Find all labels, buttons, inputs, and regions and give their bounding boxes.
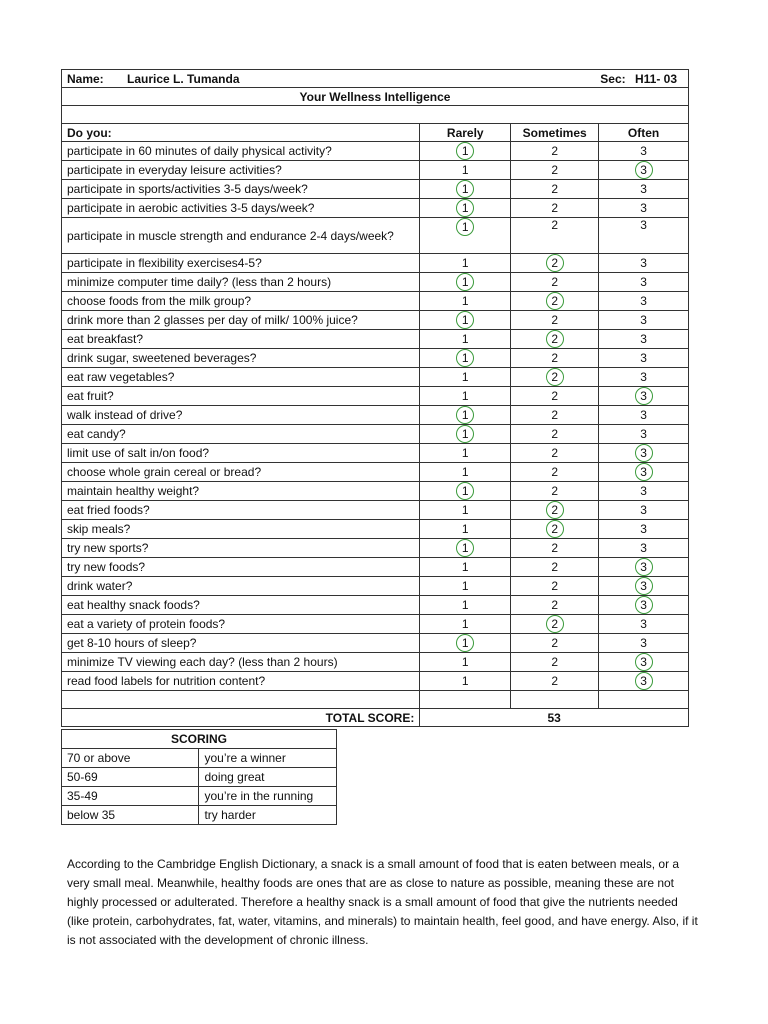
section-label: Sec: <box>600 71 626 86</box>
often-option-cell <box>599 292 689 311</box>
rarely-option-value: 1 <box>461 389 469 403</box>
rarely-option-selected: 1 <box>456 349 474 367</box>
sometimes-option-value: 2 <box>551 389 558 403</box>
survey-question: participate in flexibility exercises4-5? <box>62 254 420 273</box>
often-option-value: 3 <box>640 182 647 196</box>
rarely-option-cell <box>420 254 511 273</box>
rarely-option-cell <box>420 218 511 254</box>
name-field <box>67 72 240 86</box>
rarely-option-selected: 1 <box>456 142 474 160</box>
rarely-option-value: 1 <box>461 446 469 460</box>
sometimes-option-value: 2 <box>551 541 558 555</box>
rarely-option-value: 1 <box>461 465 469 479</box>
sometimes-option-cell <box>511 199 599 218</box>
survey-row <box>62 218 689 254</box>
often-option-cell <box>599 672 689 691</box>
rarely-option-value: 1 <box>461 617 469 631</box>
sometimes-option-cell <box>511 463 599 482</box>
rarely-option-value: 1 <box>461 522 469 536</box>
often-option-selected: 3 <box>635 387 653 405</box>
survey-row <box>62 425 689 444</box>
often-option-cell <box>599 558 689 577</box>
rarely-option-cell <box>420 425 511 444</box>
often-option-cell <box>599 406 689 425</box>
survey-question: drink more than 2 glasses per day of milk/ 100% juice? <box>62 311 420 330</box>
sometimes-option-value: 2 <box>551 427 558 441</box>
spacer-row <box>62 106 689 124</box>
survey-question: participate in muscle strength and endurance 2-4 days/week? <box>62 218 420 254</box>
rarely-option-cell <box>420 634 511 653</box>
rarely-option-cell <box>420 349 511 368</box>
often-option-cell <box>599 199 689 218</box>
rarely-option-cell <box>420 273 511 292</box>
often-option-value: 3 <box>640 503 647 517</box>
sometimes-option-value: 2 <box>551 655 558 669</box>
survey-question: try new foods? <box>62 558 420 577</box>
sometimes-option-value: 2 <box>551 598 558 612</box>
survey-question: eat breakfast? <box>62 330 420 349</box>
sometimes-option-cell <box>511 311 599 330</box>
rarely-option-cell <box>420 330 511 349</box>
often-option-cell <box>599 161 689 180</box>
sometimes-option-selected: 2 <box>546 330 564 348</box>
sometimes-option-cell <box>511 425 599 444</box>
often-option-cell <box>599 653 689 672</box>
rarely-option-value: 1 <box>461 674 469 688</box>
scoring-range: 35-49 <box>62 787 199 806</box>
often-option-cell <box>599 142 689 161</box>
often-option-value: 3 <box>640 351 647 365</box>
often-option-cell <box>599 520 689 539</box>
survey-question: read food labels for nutrition content? <box>62 672 420 691</box>
sometimes-option-value: 2 <box>551 674 558 688</box>
sometimes-option-selected: 2 <box>546 292 564 310</box>
rarely-option-cell <box>420 387 511 406</box>
survey-row <box>62 501 689 520</box>
sometimes-option-value: 2 <box>551 218 558 232</box>
rarely-option-value: 1 <box>461 579 469 593</box>
rarely-option-value: 1 <box>461 655 469 669</box>
often-option-cell <box>599 330 689 349</box>
sometimes-option-value: 2 <box>551 163 558 177</box>
survey-question: participate in everyday leisure activities? <box>62 161 420 180</box>
survey-row <box>62 444 689 463</box>
rarely-option-selected: 1 <box>456 199 474 217</box>
sometimes-option-cell <box>511 615 599 634</box>
rarely-option-cell <box>420 520 511 539</box>
total-row <box>62 709 689 727</box>
often-option-cell <box>599 368 689 387</box>
survey-question: participate in aerobic activities 3-5 days/week? <box>62 199 420 218</box>
wellness-table <box>61 69 689 727</box>
often-option-cell <box>599 254 689 273</box>
often-option-value: 3 <box>640 313 647 327</box>
rarely-option-selected: 1 <box>456 406 474 424</box>
survey-row <box>62 273 689 292</box>
sometimes-option-cell <box>511 142 599 161</box>
snack-definition-paragraph: According to the Cambridge English Dictionary, a snack is a small amount of food that is eaten between meals, or a very small meal. Meanwhile, healthy foods are ones that are as close to nature as possible, meaning these are not highly processed or adulterated. Therefore a healthy snack is a small amount of food that give the nutrients needed (like protein, carbohydrates, fat, water, vitamins, and minerals) to maintain health, feel good, and have energy. Also, if it is not associated with the development of chronic illness. <box>67 857 698 947</box>
sometimes-option-cell <box>511 349 599 368</box>
often-option-cell <box>599 577 689 596</box>
sometimes-option-selected: 2 <box>546 520 564 538</box>
scoring-header-row <box>62 730 337 749</box>
survey-question: eat fried foods? <box>62 501 420 520</box>
survey-row <box>62 653 689 672</box>
rarely-option-cell <box>420 653 511 672</box>
scoring-row <box>62 768 337 787</box>
survey-question: maintain healthy weight? <box>62 482 420 501</box>
scoring-range: 70 or above <box>62 749 199 768</box>
often-option-value: 3 <box>640 427 647 441</box>
rarely-option-cell <box>420 501 511 520</box>
section-field <box>600 72 677 86</box>
name-label: Name: <box>67 71 104 86</box>
survey-question: limit use of salt in/on food? <box>62 444 420 463</box>
often-option-selected: 3 <box>635 463 653 481</box>
sometimes-option-value: 2 <box>551 446 558 460</box>
survey-question: eat healthy snack foods? <box>62 596 420 615</box>
scoring-row <box>62 787 337 806</box>
often-option-cell <box>599 273 689 292</box>
rarely-option-selected: 1 <box>456 634 474 652</box>
survey-question: try new sports? <box>62 539 420 558</box>
survey-question: walk instead of drive? <box>62 406 420 425</box>
sometimes-option-selected: 2 <box>546 615 564 633</box>
often-option-cell <box>599 615 689 634</box>
sometimes-option-cell <box>511 444 599 463</box>
survey-row <box>62 520 689 539</box>
rarely-option-cell <box>420 463 511 482</box>
survey-row <box>62 142 689 161</box>
rarely-option-cell <box>420 615 511 634</box>
often-column-header: Often <box>599 124 689 142</box>
sometimes-option-cell <box>511 577 599 596</box>
name-value: Laurice L. Tumanda <box>127 71 240 86</box>
sometimes-option-value: 2 <box>551 636 558 650</box>
sometimes-option-selected: 2 <box>546 501 564 519</box>
often-option-value: 3 <box>640 294 647 308</box>
rarely-option-value: 1 <box>461 503 469 517</box>
sometimes-option-value: 2 <box>551 182 558 196</box>
often-option-cell <box>599 539 689 558</box>
question-column-header: Do you: <box>62 124 420 142</box>
scoring-row <box>62 749 337 768</box>
sometimes-option-cell <box>511 520 599 539</box>
section-value: H11- 03 <box>634 71 677 86</box>
sometimes-option-cell <box>511 653 599 672</box>
sometimes-option-value: 2 <box>551 313 558 327</box>
often-option-value: 3 <box>640 256 647 270</box>
survey-row <box>62 558 689 577</box>
sometimes-option-value: 2 <box>551 275 558 289</box>
rarely-option-value: 1 <box>461 560 469 574</box>
survey-row <box>62 199 689 218</box>
often-option-value: 3 <box>640 617 647 631</box>
rarely-option-selected: 1 <box>456 539 474 557</box>
rarely-option-cell <box>420 577 511 596</box>
often-option-value: 3 <box>640 541 647 555</box>
sometimes-option-cell <box>511 218 599 254</box>
rarely-option-selected: 1 <box>456 311 474 329</box>
often-option-cell <box>599 501 689 520</box>
scoring-result: try harder <box>199 806 337 825</box>
survey-row <box>62 180 689 199</box>
sometimes-option-value: 2 <box>551 579 558 593</box>
scoring-range: 50-69 <box>62 768 199 787</box>
sometimes-option-cell <box>511 539 599 558</box>
often-option-value: 3 <box>640 218 647 232</box>
scoring-title: SCORING <box>62 730 337 749</box>
often-option-selected: 3 <box>635 558 653 576</box>
often-option-value: 3 <box>640 144 647 158</box>
survey-row <box>62 387 689 406</box>
sometimes-option-value: 2 <box>551 144 558 158</box>
survey-row <box>62 161 689 180</box>
rarely-option-selected: 1 <box>456 218 474 236</box>
survey-question: participate in sports/activities 3-5 days/week? <box>62 180 420 199</box>
rarely-option-value: 1 <box>461 294 469 308</box>
often-option-selected: 3 <box>635 596 653 614</box>
survey-row <box>62 596 689 615</box>
rarely-option-selected: 1 <box>456 425 474 443</box>
rarely-option-selected: 1 <box>456 482 474 500</box>
often-option-cell <box>599 180 689 199</box>
rarely-option-value: 1 <box>461 163 469 177</box>
form-title: Your Wellness Intelligence <box>62 88 689 106</box>
survey-row <box>62 482 689 501</box>
rarely-option-cell <box>420 292 511 311</box>
sometimes-option-cell <box>511 387 599 406</box>
often-option-value: 3 <box>640 201 647 215</box>
survey-question: drink water? <box>62 577 420 596</box>
sometimes-option-cell <box>511 180 599 199</box>
total-score-label: TOTAL SCORE: <box>62 709 420 727</box>
survey-row <box>62 672 689 691</box>
sometimes-option-value: 2 <box>551 201 558 215</box>
often-option-selected: 3 <box>635 577 653 595</box>
often-option-cell <box>599 349 689 368</box>
often-option-value: 3 <box>640 275 647 289</box>
rarely-option-cell <box>420 180 511 199</box>
sometimes-option-value: 2 <box>551 465 558 479</box>
sometimes-option-cell <box>511 558 599 577</box>
sometimes-option-cell <box>511 672 599 691</box>
survey-question: choose whole grain cereal or bread? <box>62 463 420 482</box>
survey-row <box>62 539 689 558</box>
rarely-column-header: Rarely <box>420 124 511 142</box>
survey-question: participate in 60 minutes of daily physical activity? <box>62 142 420 161</box>
survey-question: skip meals? <box>62 520 420 539</box>
survey-row <box>62 615 689 634</box>
title-row <box>62 88 689 106</box>
scoring-result: doing great <box>199 768 337 787</box>
rarely-option-cell <box>420 558 511 577</box>
scoring-result: you’re a winner <box>199 749 337 768</box>
rarely-option-cell <box>420 199 511 218</box>
rarely-option-cell <box>420 596 511 615</box>
sometimes-option-value: 2 <box>551 351 558 365</box>
rarely-option-cell <box>420 368 511 387</box>
survey-row <box>62 254 689 273</box>
sometimes-column-header: Sometimes <box>511 124 599 142</box>
survey-question: eat candy? <box>62 425 420 444</box>
sometimes-option-cell <box>511 596 599 615</box>
sometimes-option-cell <box>511 330 599 349</box>
survey-row <box>62 292 689 311</box>
sometimes-option-selected: 2 <box>546 254 564 272</box>
often-option-selected: 3 <box>635 672 653 690</box>
often-option-value: 3 <box>640 522 647 536</box>
rarely-option-selected: 1 <box>456 273 474 291</box>
rarely-option-value: 1 <box>461 256 469 270</box>
rarely-option-cell <box>420 482 511 501</box>
rarely-option-cell <box>420 311 511 330</box>
often-option-selected: 3 <box>635 653 653 671</box>
scoring-table <box>61 729 337 825</box>
survey-row <box>62 349 689 368</box>
rarely-option-cell <box>420 672 511 691</box>
often-option-cell <box>599 634 689 653</box>
survey-question: minimize TV viewing each day? (less than 2 hours) <box>62 653 420 672</box>
survey-question: eat raw vegetables? <box>62 368 420 387</box>
sometimes-option-cell <box>511 634 599 653</box>
rarely-option-selected: 1 <box>456 180 474 198</box>
often-option-value: 3 <box>640 370 647 384</box>
rarely-option-value: 1 <box>461 370 469 384</box>
often-option-selected: 3 <box>635 444 653 462</box>
survey-question: get 8-10 hours of sleep? <box>62 634 420 653</box>
often-option-cell <box>599 311 689 330</box>
survey-row <box>62 463 689 482</box>
sometimes-option-selected: 2 <box>546 368 564 386</box>
column-header-row <box>62 124 689 142</box>
scoring-result: you’re in the running <box>199 787 337 806</box>
sometimes-option-value: 2 <box>551 484 558 498</box>
often-option-selected: 3 <box>635 161 653 179</box>
survey-row <box>62 368 689 387</box>
often-option-cell <box>599 387 689 406</box>
survey-question: choose foods from the milk group? <box>62 292 420 311</box>
survey-question: drink sugar, sweetened beverages? <box>62 349 420 368</box>
sometimes-option-value: 2 <box>551 560 558 574</box>
often-option-value: 3 <box>640 484 647 498</box>
total-score-value: 53 <box>420 709 689 727</box>
survey-row <box>62 406 689 425</box>
sometimes-option-value: 2 <box>551 408 558 422</box>
sometimes-option-cell <box>511 273 599 292</box>
survey-row <box>62 330 689 349</box>
sometimes-option-cell <box>511 161 599 180</box>
survey-row <box>62 634 689 653</box>
rarely-option-cell <box>420 161 511 180</box>
often-option-value: 3 <box>640 332 647 346</box>
often-option-cell <box>599 425 689 444</box>
often-option-value: 3 <box>640 408 647 422</box>
sometimes-option-cell <box>511 368 599 387</box>
empty-row <box>62 691 689 709</box>
rarely-option-cell <box>420 539 511 558</box>
rarely-option-cell <box>420 444 511 463</box>
survey-question: minimize computer time daily? (less than 2 hours) <box>62 273 420 292</box>
rarely-option-cell <box>420 142 511 161</box>
rarely-option-cell <box>420 406 511 425</box>
often-option-cell <box>599 482 689 501</box>
scoring-range: below 35 <box>62 806 199 825</box>
often-option-cell <box>599 463 689 482</box>
survey-row <box>62 577 689 596</box>
sometimes-option-cell <box>511 292 599 311</box>
sometimes-option-cell <box>511 501 599 520</box>
sometimes-option-cell <box>511 406 599 425</box>
sometimes-option-cell <box>511 254 599 273</box>
rarely-option-value: 1 <box>461 332 469 346</box>
often-option-cell <box>599 444 689 463</box>
often-option-cell <box>599 596 689 615</box>
often-option-value: 3 <box>640 636 647 650</box>
survey-question: eat fruit? <box>62 387 420 406</box>
rarely-option-value: 1 <box>461 598 469 612</box>
often-option-cell <box>599 218 689 254</box>
header-row <box>62 70 689 88</box>
scoring-row <box>62 806 337 825</box>
survey-row <box>62 311 689 330</box>
sometimes-option-cell <box>511 482 599 501</box>
survey-question: eat a variety of protein foods? <box>62 615 420 634</box>
